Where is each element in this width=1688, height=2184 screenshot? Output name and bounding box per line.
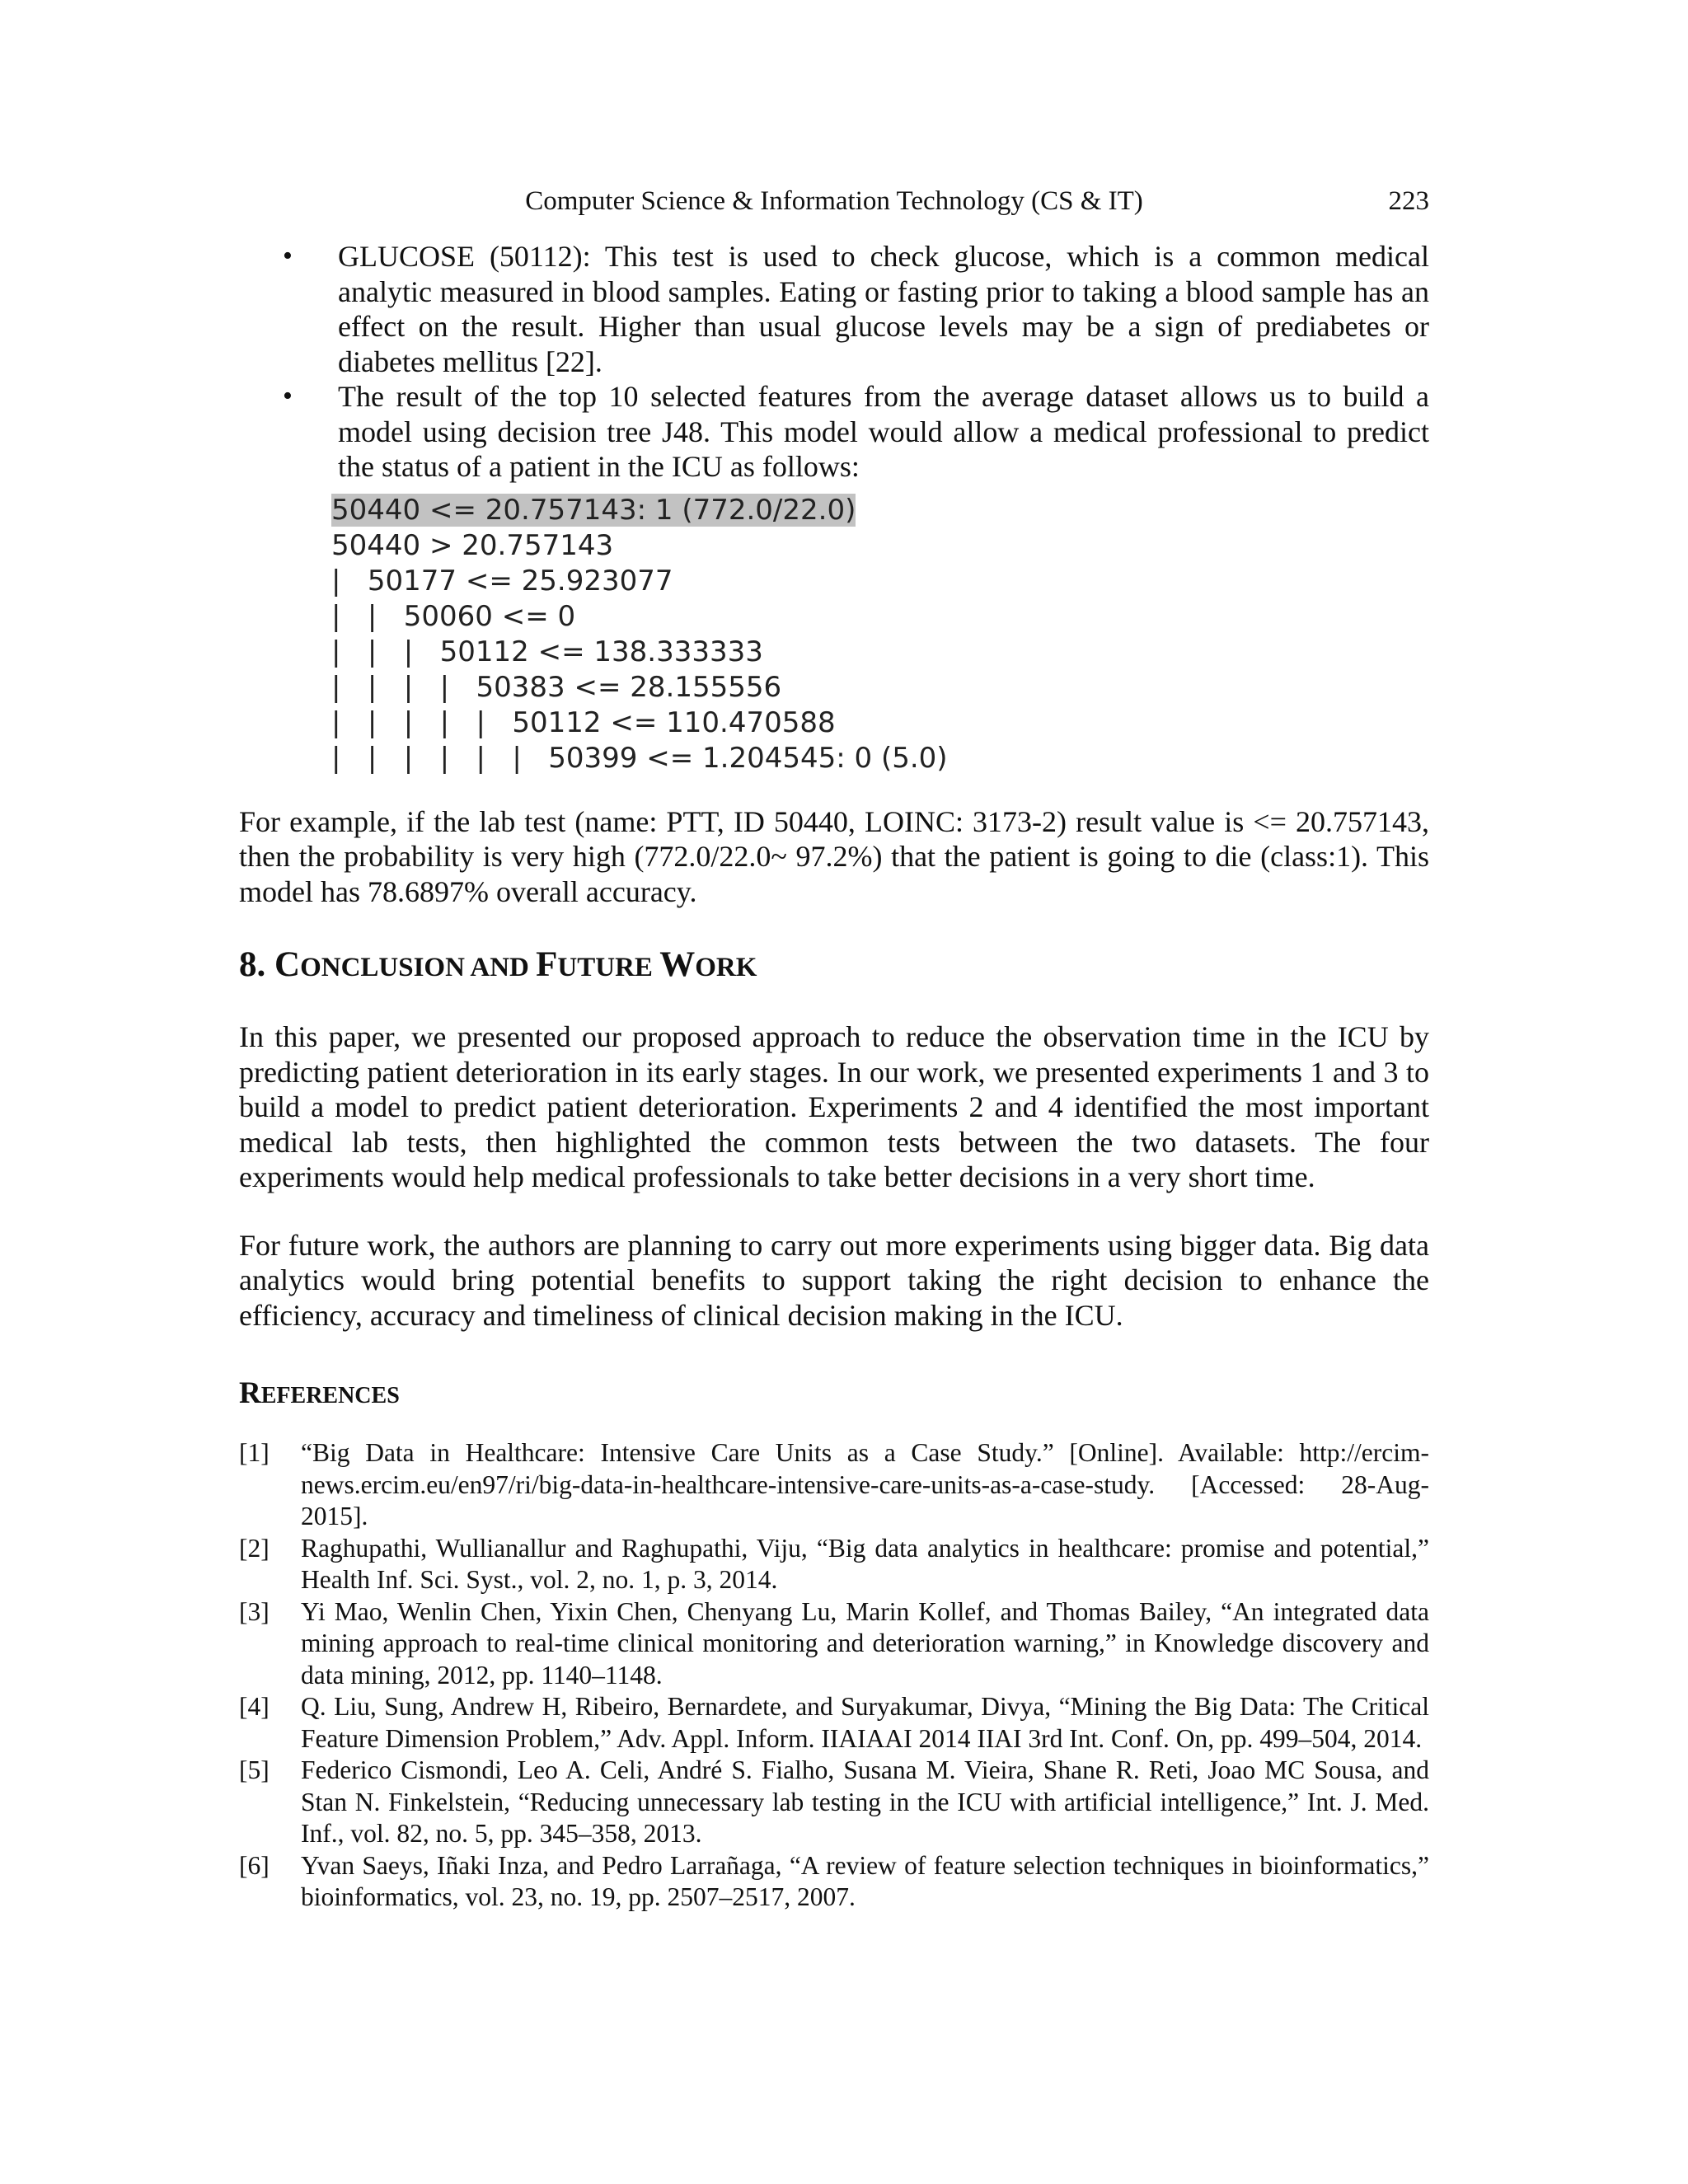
reference-item xyxy=(239,1850,1429,1914)
tree-line-text: 50440 <= 20.757143: 1 (772.0/22.0) xyxy=(331,493,856,527)
reference-number: [5] xyxy=(239,1755,270,1784)
reference-number: [1] xyxy=(239,1438,270,1467)
section-number: 8. xyxy=(239,945,274,984)
decision-tree-output xyxy=(331,493,948,776)
tree-line: | 50177 <= 25.923077 xyxy=(331,564,673,598)
references-heading: REFERENCES xyxy=(239,1376,400,1410)
tree-line: | | | | 50383 <= 28.155556 xyxy=(331,670,782,704)
reference-number: [3] xyxy=(239,1596,270,1626)
conclusion-paragraph: In this paper, we presented our proposed approach to reduce the observation time in the ICU by predicting patient deterioration in its early stages. In our work, we presented experiments 1 and 3 to build a model to predict patient deterioration. Experiments 2 and 4 identified the most important medical lab tests, then highlighted the common tests between the two datasets. The four experiments would help medical professionals to take better decisions in a very short time. xyxy=(239,1020,1429,1193)
reference-number: [6] xyxy=(239,1850,270,1880)
tree-line: 50440 > 20.757143 xyxy=(331,528,614,562)
tree-line: | | 50060 <= 0 xyxy=(331,599,576,633)
reference-item xyxy=(239,1691,1429,1755)
references-list xyxy=(239,1437,1429,1914)
running-header xyxy=(239,183,1429,219)
reference-item xyxy=(239,1755,1429,1850)
reference-item xyxy=(239,1533,1429,1596)
page-number: 223 xyxy=(1388,186,1429,216)
section-heading: 8. CONCLUSION AND FUTURE WORK xyxy=(239,945,757,984)
bullet-text: GLUCOSE (50112): This test is used to check glucose, which is a common medical analytic measured in blood samples. Eating or fasting prior to taking a blood sample has an effect on the result. Higher than usual glucose levels may be a sign of prediabetes or diabetes mellitus [22]. xyxy=(338,240,1429,378)
bullet-item-glucose xyxy=(239,239,1429,379)
page-content xyxy=(239,239,1429,1914)
reference-text: Yvan Saeys, Iñaki Inza, and Pedro Larrañaga, “A review of feature selection techniques in bioinformatics,” bioinformatics, vol. 23, no. 19, pp. 2507–2517, 2007. xyxy=(301,1850,1429,1911)
journal-title: Computer Science & Information Technology (CS & IT) xyxy=(525,186,1143,216)
example-paragraph: For example, if the lab test (name: PTT, ID 50440, LOINC: 3173-2) result value is <= 20.757143, then the probability is very high (772.0/22.0~ 97.2%) that the patient is going to die (class:1). This model has 78.6897% overall accuracy. xyxy=(239,804,1429,908)
reference-text: Yi Mao, Wenlin Chen, Yixin Chen, Chenyang Lu, Marin Kollef, and Thomas Bailey, “An integrated data mining approach to real-time clinical monitoring and deterioration warning,” in Knowledge discovery and data mining, 2012, pp. 1140–1148. xyxy=(301,1596,1429,1690)
future-work-paragraph: For future work, the authors are planning to carry out more experiments using bigger data. Big data analytics would bring potential benefits to support taking the right decision to enhance the efficiency, accuracy and timeliness of clinical decision making in the ICU. xyxy=(239,1228,1429,1332)
reference-text: Raghupathi, Wullianallur and Raghupathi, Viju, “Big data analytics in healthcare: promise and potential,” Health Inf. Sci. Syst., vol. 2, no. 1, p. 3, 2014. xyxy=(301,1533,1429,1594)
reference-text: Q. Liu, Sung, Andrew H, Ribeiro, Bernardete, and Suryakumar, Divya, “Mining the Big Data: The Critical Feature Dimension Problem,” Adv. Appl. Inform. IIAIAAI 2014 IIAI 3rd Int. Conf. On, pp. 499–504, 2014. xyxy=(301,1692,1429,1753)
reference-text: Federico Cismondi, Leo A. Celi, André S. Fialho, Susana M. Vieira, Shane R. Reti, Joao MC Sousa, and Stan N. Finkelstein, “Reducing unnecessary lab testing in the ICU with artificial intelligence,” Int. J. Med. Inf., vol. 82, no. 5, pp. 345–358, 2013. xyxy=(301,1755,1429,1848)
tree-line-highlighted xyxy=(331,493,908,528)
reference-number: [2] xyxy=(239,1533,270,1563)
bullet-text: The result of the top 10 selected features from the average dataset allows us to build a model using decision tree J48. This model would allow a medical professional to predict the status of a patient in the ICU as follows: xyxy=(338,380,1429,483)
bullet-list xyxy=(239,239,1429,485)
reference-text: “Big Data in Healthcare: Intensive Care Units as a Case Study.” [Online]. Available: http://ercim-news.ercim.eu/en97/ri/big-data-in-healthcare-intensive-care-units-as-a-case-study. [Accessed: 28-Aug-2015]. xyxy=(301,1438,1429,1530)
tree-line: | | | 50112 <= 138.333333 xyxy=(331,635,763,668)
reference-item xyxy=(239,1437,1429,1533)
tree-line: | | | | | 50112 <= 110.470588 xyxy=(331,705,836,739)
bullet-item-decision-tree xyxy=(239,379,1429,485)
bullet-icon: • xyxy=(283,381,293,411)
reference-item xyxy=(239,1596,1429,1692)
bullet-icon: • xyxy=(283,241,293,271)
tree-line: | | | | | | 50399 <= 1.204545: 0 (5.0) xyxy=(331,741,948,775)
reference-number: [4] xyxy=(239,1692,270,1721)
